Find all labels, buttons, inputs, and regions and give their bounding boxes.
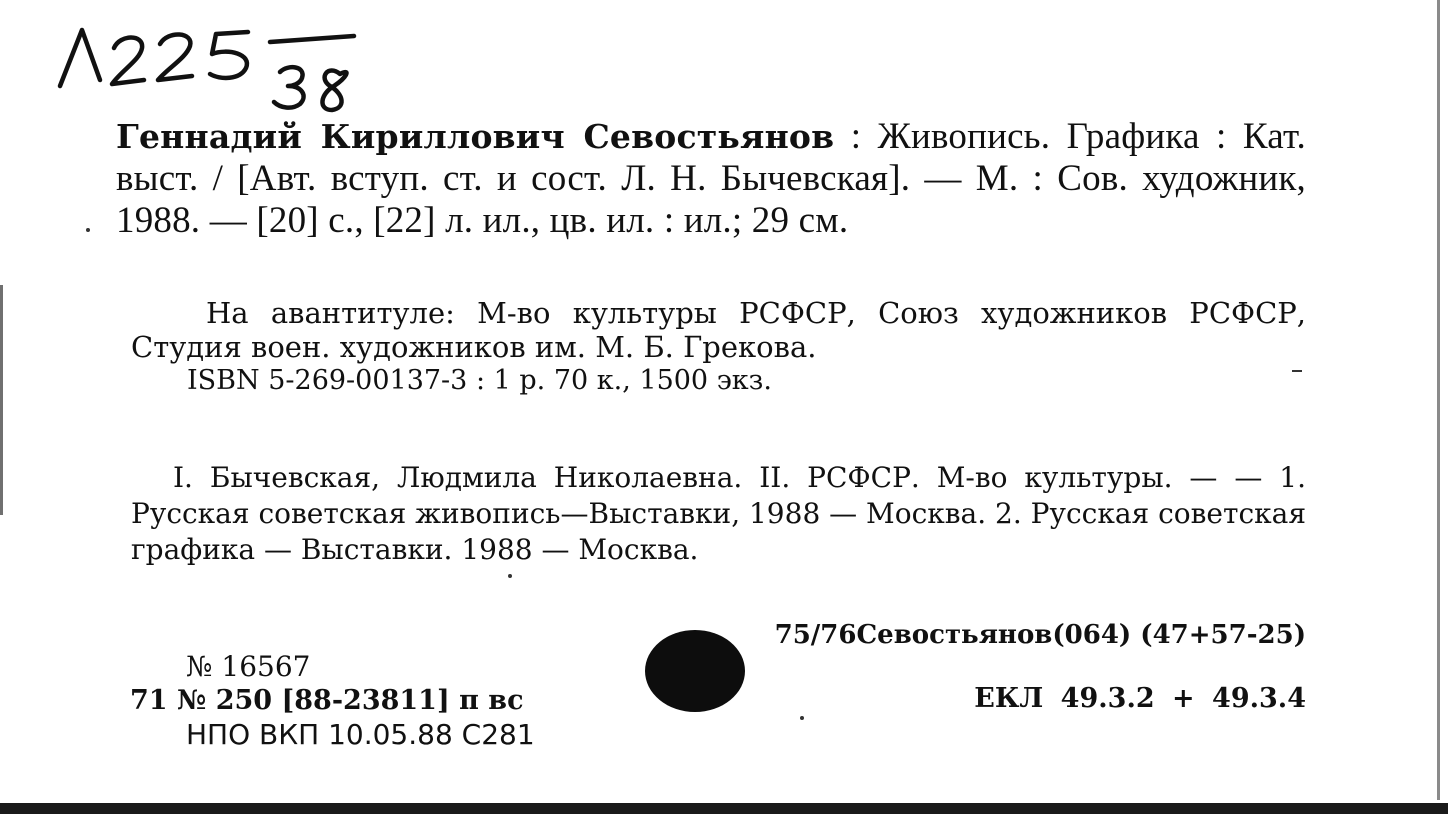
avantitul-note: На авантитуле: М-во культуры РСФСР, Союз художников РСФСР, Студия воен. художников им. М. Б. Грекова. (131, 296, 1306, 364)
card-left-edge (0, 285, 3, 515)
order-number: 71 № 250 [88-23811] п вс (130, 685, 524, 716)
handwritten-shelfmark-drawing (48, 8, 408, 118)
handwritten-shelfmark (48, 8, 408, 118)
card-right-edge (1437, 0, 1440, 800)
main-entry (116, 116, 1306, 242)
ink-speck (1292, 370, 1302, 372)
card-number: № 16567 (186, 650, 311, 683)
tracings-block: I. Бычевская, Людмила Николаевна. II. РСФСР. М-во культуры. — — 1. Русская советская живопись—Выставки, 1988 — Москва. 2. Русская советская графика — Выставки. 1988 — Москва. (131, 461, 1306, 566)
punch-hole (645, 630, 745, 712)
ink-speck (508, 574, 512, 578)
npo-line: НПО ВКП 10.05.88 С281 (186, 718, 535, 751)
author-heading: Геннадий Кириллович Севостьянов (116, 117, 835, 156)
card-bottom-edge (0, 803, 1448, 814)
notes-block (131, 296, 1306, 398)
isbn-line: ISBN 5-269-00137-3 : 1 р. 70 к., 1500 экз. (187, 365, 772, 396)
udk-classification: 75/76Севостьянов(064) (47+57-25) (774, 620, 1306, 650)
ekl-classification: ЕКЛ 49.3.2 + 49.3.4 (974, 683, 1306, 714)
title-statement: : Живопись. Графика : Кат. выст. / [Авт. вступ. ст. и сост. Л. Н. Бычевская]. — М. : Сов. художник, 1988. — [20] с., [22] л. ил., цв. ил. : ил.; 29 см. (116, 116, 1307, 241)
ink-speck (800, 716, 804, 720)
ink-speck (86, 228, 90, 232)
